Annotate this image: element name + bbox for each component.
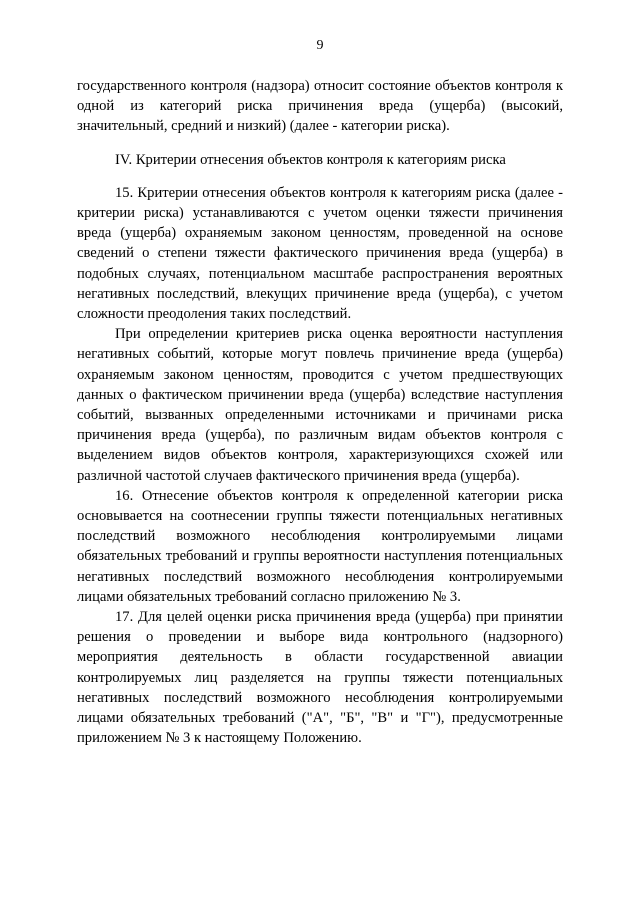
paragraph-15-continued: При определении критериев риска оценка вероятности наступления негативных событий, которые могут повлечь причинение вреда (ущерба) охраняемым законом ценностям, проводится с учетом предшествующих данных о фактическом причинении вреда (ущерба) вследствие наступления событий, вызванных определенными источниками и причинами риска причинения вреда (ущерба), по различным видам объектов контроля с выделением видов объектов контроля, характеризующихся схожей или различной частотой случаев фактического причинения вреда (ущерба).: [77, 326, 563, 484]
paragraph-intro: государственного контроля (надзора) относит состояние объектов контроля к одной из категорий риска причинения вреда (ущерба) (высокий, значительный, средний и низкий) (далее - категории риска).: [77, 78, 563, 135]
document-body: [77, 76, 563, 749]
page-number: 9: [316, 38, 324, 53]
section-heading: IV. Критерии отнесения объектов контроля к категориям риска: [115, 151, 506, 168]
paragraph-17: 17. Для целей оценки риска причинения вреда (ущерба) при принятии решения о проведении и выборе вида контрольного (надзорного) мероприятия деятельность в области государственной авиации контролируемых лиц разделяется на группы тяжести потенциальных негативных последствий возможного несоблюдения контролируемыми лицами обязательных требований ("А", "Б", "В" и "Г"), предусмотренные приложением № 3 к настоящему Положению.: [77, 609, 563, 747]
paragraph-16: 16. Отнесение объектов контроля к определенной категории риска основывается на соотнесении группы тяжести потенциальных негативных последствий возможного несоблюдения контролируемыми лицами обязательных требований и группы вероятности наступления потенциальных негативных последствий возможного несоблюдения контролируемыми лицами обязательных требований согласно приложению № 3.: [77, 487, 563, 605]
paragraph-15: 15. Критерии отнесения объектов контроля к категориям риска (далее - критерии риска) устанавливаются с учетом оценки тяжести причинения вреда (ущерба) охраняемым законом ценностям, проведенной на основе сведений о степени тяжести фактического причинения вреда (ущерба) в подобных случаях, потенциальном масштабе распространения вероятных негативных последствий, влекущих причинение вреда (ущерба), с учетом сложности преодоления таких последствий.: [77, 184, 563, 323]
